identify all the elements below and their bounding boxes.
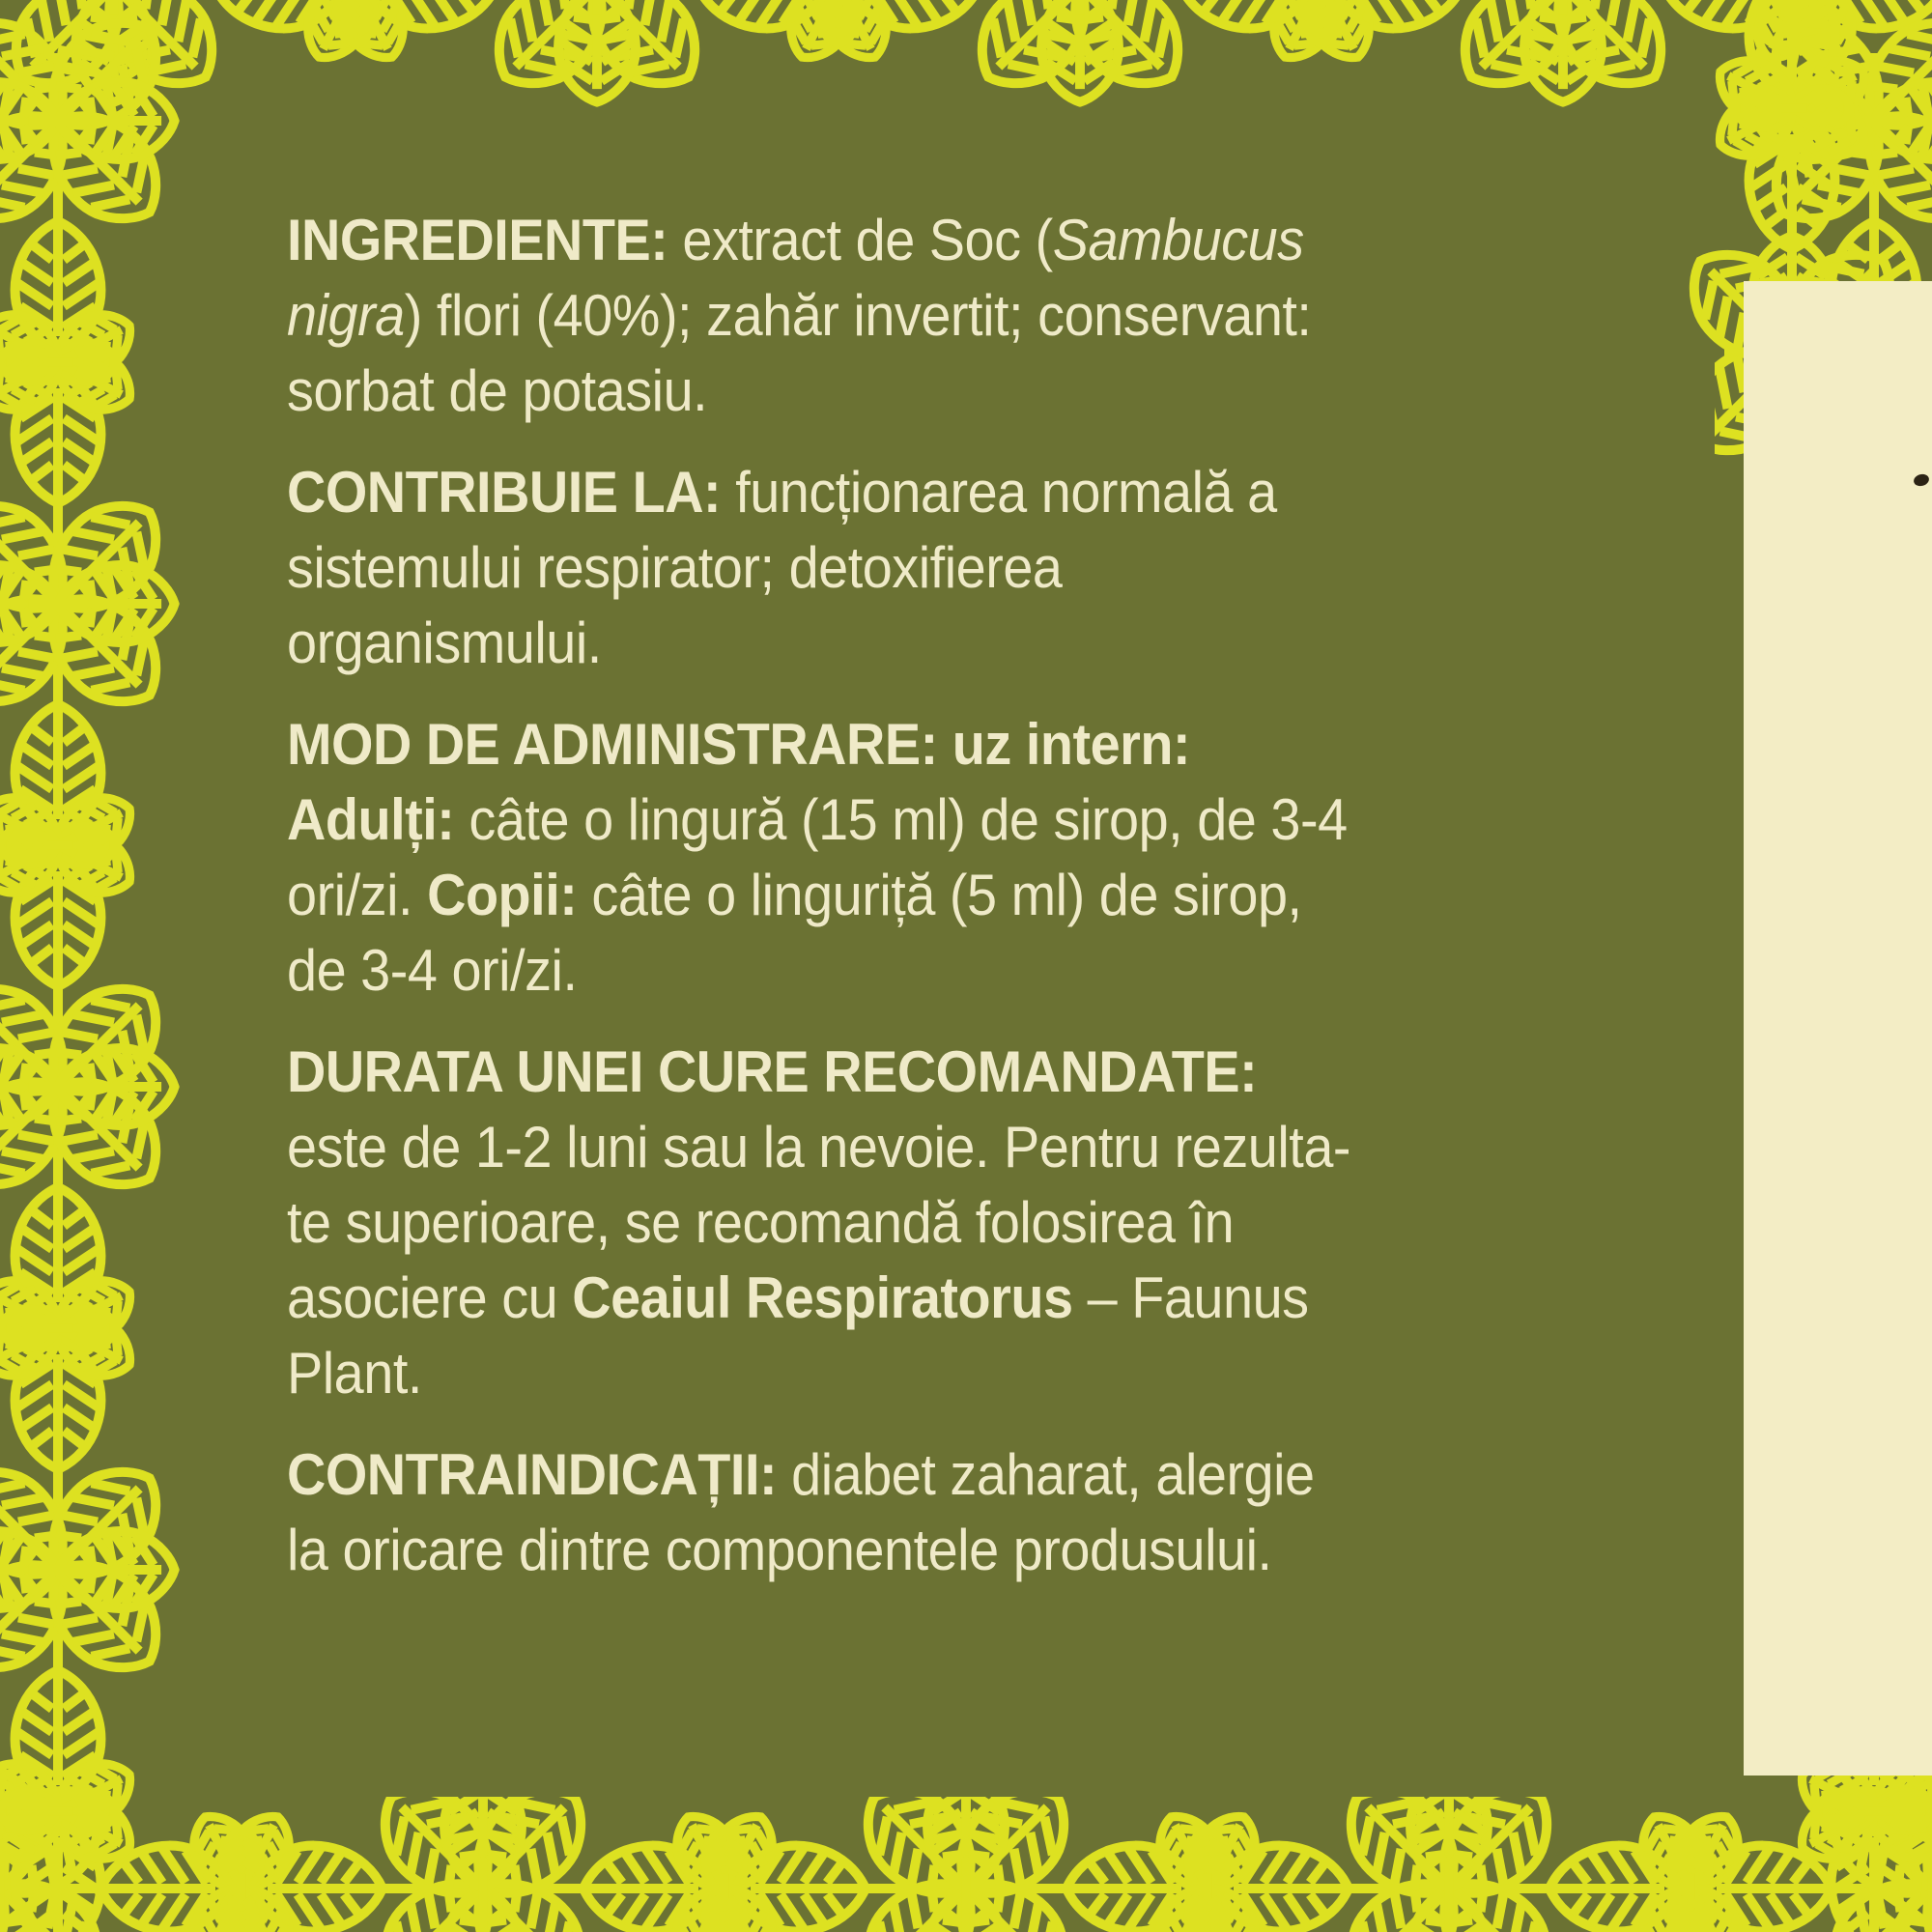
body-text: Plant. — [287, 1341, 422, 1406]
bold-text: INGREDIENTE: — [287, 208, 683, 272]
text-line — [287, 530, 1538, 606]
body-text: ori/zi. — [287, 863, 428, 927]
body-text: extract de Soc ( — [682, 208, 1053, 272]
text-line — [287, 455, 1538, 530]
paragraph-ingrediente — [287, 203, 1538, 429]
body-text: asociere cu — [287, 1265, 573, 1330]
bold-text: Copii: — [427, 863, 592, 927]
body-text: te superioare, se recomandă folosirea în — [287, 1190, 1235, 1255]
text-line — [287, 1261, 1538, 1336]
body-text: de 3-4 ori/zi. — [287, 938, 578, 1003]
paragraph-durata — [287, 1035, 1538, 1411]
text-line — [287, 1035, 1538, 1110]
text-line — [287, 1437, 1538, 1513]
italic-text: nigra — [287, 283, 405, 348]
italic-text: Sambucus — [1052, 208, 1304, 272]
side-panel — [1744, 281, 1932, 1776]
text-line — [287, 1513, 1538, 1588]
text-line — [287, 203, 1538, 278]
body-text: ) flori (40%); zahăr invertit; conservant: — [404, 283, 1312, 348]
bold-text: MOD DE ADMINISTRARE: uz intern: — [287, 712, 1191, 777]
text-line — [287, 278, 1538, 354]
text-line — [287, 1110, 1538, 1185]
bold-text: Adulți: — [287, 787, 469, 852]
body-text: la oricare dintre componentele produsului. — [287, 1518, 1272, 1582]
text-line — [287, 1336, 1538, 1411]
text-line — [287, 858, 1538, 933]
body-text: sorbat de potasiu. — [287, 358, 708, 423]
paragraph-contribuie — [287, 455, 1538, 681]
text-line — [287, 707, 1538, 782]
body-text: este de 1-2 luni sau la nevoie. Pentru rezulta- — [287, 1115, 1351, 1179]
body-text: – Faunus — [1072, 1265, 1309, 1330]
text-line — [287, 354, 1538, 429]
body-text: sistemului respirator; detoxifierea — [287, 535, 1063, 600]
bold-text: CONTRAINDICAȚII: — [287, 1442, 792, 1507]
text-line — [287, 606, 1538, 681]
paragraph-contraindicatii — [287, 1437, 1538, 1588]
bold-text: CONTRIBUIE LA: — [287, 460, 736, 525]
body-text: câte o lingură (15 ml) de sirop, de 3-4 — [469, 787, 1348, 852]
paragraph-administrare — [287, 707, 1538, 1009]
bold-text: DURATA UNEI CURE RECOMANDATE: — [287, 1039, 1258, 1104]
text-line — [287, 1185, 1538, 1261]
body-text: organismului. — [287, 611, 602, 675]
body-text: funcționarea normală a — [735, 460, 1277, 525]
text-line — [287, 782, 1538, 858]
body-text: diabet zaharat, alergie — [791, 1442, 1315, 1507]
bold-text: Ceaiul Respiratorus — [572, 1265, 1073, 1330]
label-text — [287, 203, 1538, 1588]
body-text: câte o linguriță (5 ml) de sirop, — [591, 863, 1302, 927]
text-line — [287, 933, 1538, 1009]
